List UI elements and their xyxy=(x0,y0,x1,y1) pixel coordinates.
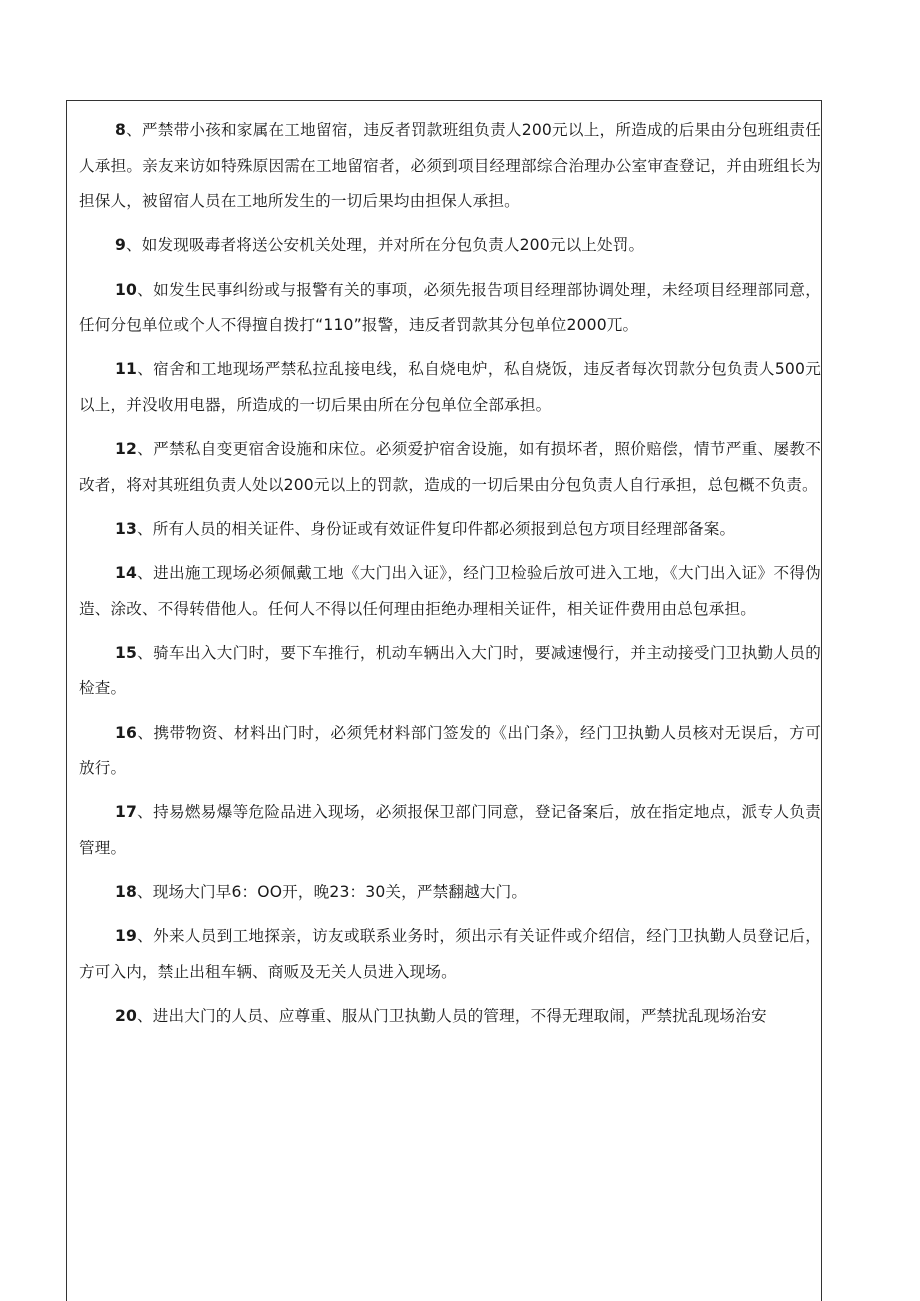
rule-text: 、现场大门早6：OO开，晚23：30关，严禁翻越大门。 xyxy=(137,883,528,902)
rule-number: 8 xyxy=(115,121,127,139)
rule-item-8 xyxy=(79,113,821,220)
rule-item-17 xyxy=(79,795,821,866)
rule-number: 18 xyxy=(115,883,138,902)
rule-item-14 xyxy=(79,556,821,627)
rule-text: 、进出大门的人员、应尊重、服从门卫执勤人员的管理，不得无理取闹，严禁扰乱现场治安 xyxy=(137,1007,767,1026)
rule-text: 、严禁带小孩和家属在工地留宿，违反者罚款班组负责人200元以上，所造成的后果由分包班组责任人承担。亲友来访如特殊原因需在工地留宿者，必须到项目经理部综合治理办公室审查登记，并由班组长为担保人，被留宿人员在工地所发生的一切后果均由担保人承担。 xyxy=(79,121,821,211)
rule-number: 10 xyxy=(115,280,138,299)
rule-number: 13 xyxy=(115,519,138,538)
rule-item-11 xyxy=(79,352,821,423)
rule-number: 12 xyxy=(115,440,138,459)
rule-number: 19 xyxy=(115,927,138,946)
rule-item-9 xyxy=(79,228,821,264)
rule-item-12 xyxy=(79,432,821,503)
rule-text: 、如发生民事纠纷或与报警有关的事项，必须先报告项目经理部协调处理，未经项目经理部同意，任何分包单位或个人不得擅自拨打“110”报警，违反者罚款其分包单位2000兀。 xyxy=(79,280,821,335)
rule-item-18 xyxy=(79,875,821,911)
rule-text: 、所有人员的相关证件、身份证或有效证件复印件都必须报到总包方项目经理部备案。 xyxy=(137,519,736,538)
rule-number: 20 xyxy=(115,1007,138,1026)
rule-item-16 xyxy=(79,716,821,787)
rule-number: 11 xyxy=(115,360,138,379)
rules-list xyxy=(79,113,821,1043)
rule-item-20 xyxy=(79,999,821,1035)
rule-text: 、进出施工现场必须佩戴工地《大门出入证》，经门卫检验后放可进入工地，《大门出入证》不得伪造、涂改、不得转借他人。任何人不得以任何理由拒绝办理相关证件，相关证件费用由总包承担。 xyxy=(79,564,821,618)
rule-number: 17 xyxy=(115,803,138,822)
rule-item-15 xyxy=(79,636,821,707)
rule-text: 、持易燃易爆等危险品进入现场，必须报保卫部门同意，登记备案后，放在指定地点，派专人负责管理。 xyxy=(79,803,821,858)
rule-number: 16 xyxy=(115,723,138,742)
rule-number: 14 xyxy=(115,564,138,583)
rule-number: 15 xyxy=(115,643,138,662)
rule-item-19 xyxy=(79,919,821,990)
rule-text: 、外来人员到工地探亲，访友或联系业务时，须出示有关证件或介绍信，经门卫执勤人员登记后，方可入内，禁止出租车辆、商贩及无关人员进入现场。 xyxy=(79,927,821,981)
rule-text: 、携带物资、材料出门时，必须凭材料部门签发的《出门条》，经门卫执勤人员核对无误后，方可放行。 xyxy=(79,723,821,778)
rule-text: 、骑车出入大门时，要下车推行，机动车辆出入大门时，要减速慢行，并主动接受门卫执勤人员的检查。 xyxy=(79,643,821,698)
rule-item-10 xyxy=(79,273,821,344)
rule-text: 、如发现吸毒者将送公安机关处理，并对所在分包负责人200元以上处罚。 xyxy=(126,236,645,255)
rule-item-13 xyxy=(79,512,821,548)
rule-number: 9 xyxy=(115,236,127,255)
rule-text: 、严禁私自变更宿舍设施和床位。必须爱护宿舍设施，如有损坏者，照价赔偿，情节严重、屡教不改者，将对其班组负责人处以200元以上的罚款，造成的一切后果由分包负责人自行承担，总包概不负责。 xyxy=(79,440,821,494)
rule-text: 、宿舍和工地现场严禁私拉乱接电线，私自烧电炉，私自烧饭，违反者每次罚款分包负责人500元以上，并没收用电器，所造成的一切后果由所在分包单位全部承担。 xyxy=(79,360,821,414)
